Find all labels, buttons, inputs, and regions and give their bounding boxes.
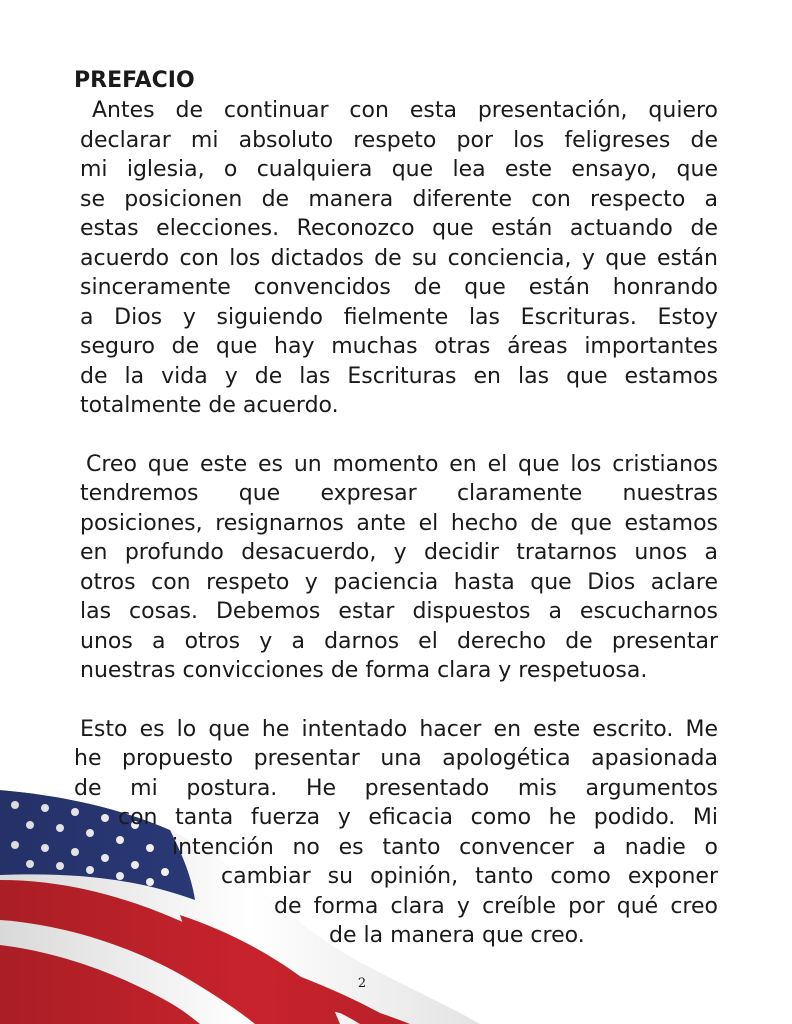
text-line: posiciones, resignarnos ante el hecho de que estamos: [80, 510, 718, 536]
text-line: seguro de que hay muchas otras áreas importantes: [80, 334, 718, 359]
text-line: mi iglesia, o cualquiera que lea este ensayo, que: [80, 157, 718, 182]
text-line: de forma clara y creíble por qué creo: [274, 893, 718, 919]
text-line: tendremos que expresar claramente nuestras: [80, 481, 718, 506]
text-line: Antes de continuar con esta presentación, quiero: [92, 98, 718, 123]
paragraph-1: [74, 96, 718, 421]
text-line: en profundo desacuerdo, y decidir tratarnos unos a: [80, 540, 718, 565]
paragraph-2: [74, 450, 718, 686]
paragraph-3: [74, 715, 718, 951]
page-content: [74, 66, 718, 951]
text-line: a Dios y siguiendo fielmente las Escrituras. Estoy: [80, 304, 718, 330]
text-line: con tanta fuerza y eficacia como he podido. Mi: [118, 805, 718, 830]
text-line: nuestras convicciones de forma clara y respetuosa.: [80, 658, 648, 683]
text-line: unos a otros y a darnos el derecho de presentar: [80, 628, 718, 654]
text-line: de mi postura. He presentado mis argumentos: [74, 775, 718, 801]
text-line: declarar mi absoluto respeto por los feligreses de: [80, 127, 718, 153]
text-line: de la vida y de las Escrituras en las que estamos: [80, 363, 718, 389]
text-line: totalmente de acuerdo.: [80, 393, 339, 418]
text-line: estas elecciones. Reconozco que están actuando de: [80, 216, 718, 241]
text-line: se posicionen de manera diferente con respecto a: [80, 186, 718, 212]
text-line: sinceramente convencidos de que están honrando: [80, 275, 718, 300]
text-line: Creo que este es un momento en el que los cristianos: [86, 451, 718, 477]
text-line: acuerdo con los dictados de su conciencia, y que están: [80, 245, 718, 271]
text-line: de la manera que creo.: [329, 923, 585, 948]
text-line: cambiar su opinión, tanto como exponer: [221, 864, 718, 889]
text-line: las cosas. Debemos estar dispuestos a escucharnos: [80, 599, 718, 624]
page-number: 2: [357, 976, 367, 991]
text-line: Esto es lo que he intentado hacer en este escrito. Me: [80, 716, 718, 742]
text-line: intención no es tanto convencer a nadie o: [172, 834, 718, 860]
text-line: he propuesto presentar una apologética apasionada: [74, 746, 718, 771]
page-title: PREFACIO: [74, 68, 195, 93]
text-line: otros con respeto y paciencia hasta que Dios aclare: [80, 569, 718, 595]
